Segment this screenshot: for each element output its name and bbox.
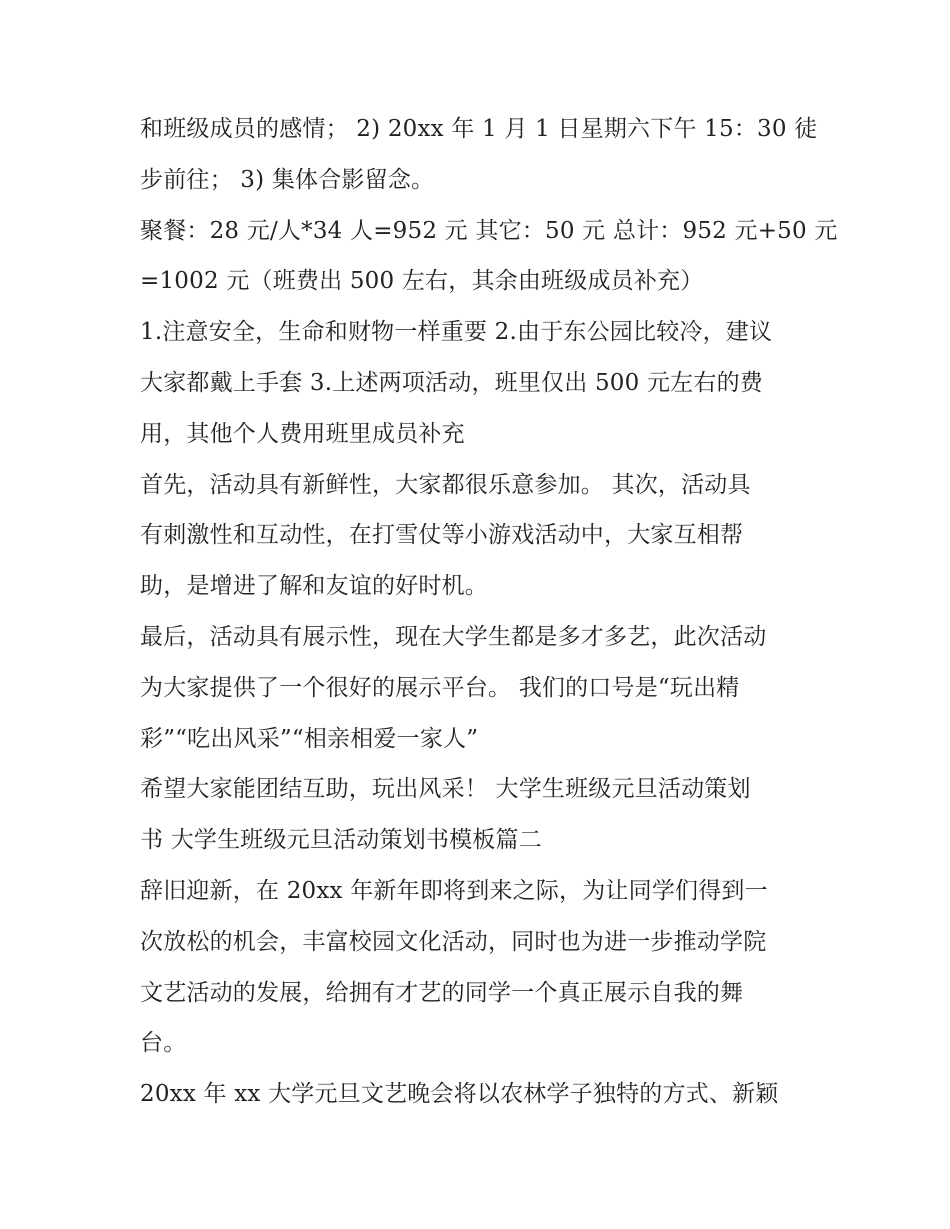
paragraph-budget xyxy=(140,206,838,308)
text-line: 首先，活动具有新鲜性，大家都很乐意参加。 其次，活动具 xyxy=(140,471,751,498)
paragraph-intro-part-two xyxy=(140,866,820,1069)
text-line: 文艺活动的发展，给拥有才艺的同学一个真正展示自我的舞 xyxy=(140,979,744,1006)
text-line: 步前往； 3) 集体合影留念。 xyxy=(140,166,435,193)
text-line: 有刺激性和互动性，在打雪仗等小游戏活动中，大家互相帮 xyxy=(140,522,744,549)
text-line: 辞旧迎新，在 20xx 年新年即将到来之际，为让同学们得到一 xyxy=(140,877,768,904)
text-line: 台。 xyxy=(140,1030,187,1057)
text-line: 聚餐：28 元/人*34 人=952 元 其它：50 元 总计：952 元+50 元 xyxy=(140,217,838,244)
text-line: 20xx 年 xx 大学元旦文艺晚会将以农林学子独特的方式、新颖 xyxy=(140,1081,779,1108)
text-line: 大家都戴上手套 3.上述两项活动，班里仅出 500 元左右的费 xyxy=(140,369,763,396)
text-line: 彩”“吃出风采”“相亲相爱一家人” xyxy=(140,725,479,752)
text-line: 最后，活动具有展示性，现在大学生都是多才多艺，此次活动 xyxy=(140,623,767,650)
paragraph-activity-schedule xyxy=(140,104,820,206)
text-line: 书 大学生班级元旦活动策划书模板篇二 xyxy=(140,827,542,854)
text-line: 助，是增进了解和友谊的好时机。 xyxy=(140,573,488,600)
paragraph-gala xyxy=(140,1069,820,1120)
paragraph-features-first xyxy=(140,460,820,612)
text-line: 和班级成员的感情； 2) 20xx 年 1 月 1 日星期六下午 15：30 徒 xyxy=(140,116,818,142)
text-line: 次放松的机会，丰富校园文化活动，同时也为进一步推动学院 xyxy=(140,928,767,955)
paragraph-features-last xyxy=(140,612,820,764)
text-line: 希望大家能团结互助，玩出风采！ 大学生班级元旦活动策划 xyxy=(140,776,751,803)
text-line: =1002 元（班费出 500 左右，其余由班级成员补充） xyxy=(140,268,704,295)
text-line: 用，其他个人费用班里成员补充 xyxy=(140,420,465,447)
text-line: 为大家提供了一个很好的展示平台。 我们的口号是“玩出精 xyxy=(140,674,740,701)
paragraph-closing xyxy=(140,764,820,866)
text-line: 1.注意安全，生命和财物一样重要 2.由于东公园比较冷，建议 xyxy=(140,319,773,346)
paragraph-notes xyxy=(140,307,820,459)
document-body xyxy=(140,104,838,1120)
